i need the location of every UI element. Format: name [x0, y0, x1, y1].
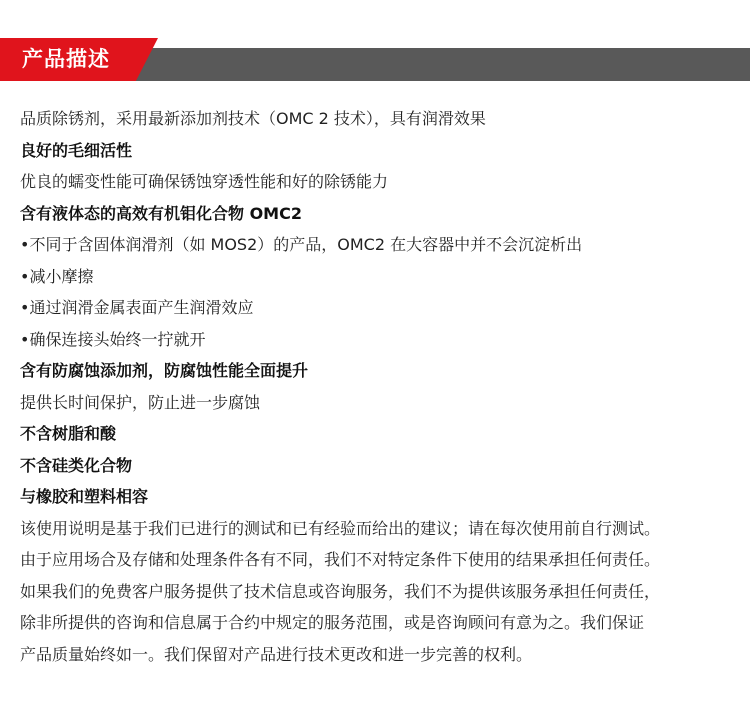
disclaimer-line: 该使用说明是基于我们已进行的测试和已有经验而给出的建议；请在每次使用前自行测试。 [20, 518, 661, 538]
text-line: 含有液体态的高效有机钼化合物 OMC2 [20, 203, 302, 223]
text-line: 提供长时间保护，防止进一步腐蚀 [20, 392, 261, 412]
section-title: 产品描述 [22, 47, 110, 71]
disclaimer-line: 如果我们的免费客户服务提供了技术信息或咨询服务，我们不为提供该服务承担任何责任， [20, 581, 661, 601]
disclaimer-line: 除非所提供的咨询和信息属于合约中规定的服务范围，或是咨询顾问有意为之。我们保证 [20, 613, 645, 632]
disclaimer-line: 产品质量始终如一。我们保留对产品进行技术更改和进一步完善的权利。 [20, 644, 533, 664]
text-line: 优良的蠕变性能可确保锈蚀穿透性能和好的除锈能力 [20, 172, 389, 191]
text-line: 不含树脂和酸 [20, 424, 117, 443]
disclaimer-line: 由于应用场合及存储和处理条件各有不同，我们不对特定条件下使用的结果承担任何责任。 [20, 550, 661, 569]
bullet-item: •不同于含固体润滑剂（如 MOS2）的产品，OMC2 在大容器中并不会沉淀析出 [20, 235, 583, 254]
bullet-item: •通过润滑金属表面产生润滑效应 [20, 298, 254, 317]
text-line: 良好的毛细活性 [20, 140, 133, 160]
bullet-item: •确保连接头始终一拧就开 [20, 329, 206, 349]
bullet-item: •减小摩擦 [20, 266, 94, 286]
text-line: 不含硅类化合物 [20, 455, 133, 475]
text-line: 与橡胶和塑料相容 [20, 487, 149, 506]
product-description-body [20, 103, 735, 670]
section-header [0, 38, 750, 81]
text-line: 品质除锈剂，采用最新添加剂技术（OMC 2 技术），具有润滑效果 [20, 109, 486, 128]
text-line: 含有防腐蚀添加剂，防腐蚀性能全面提升 [20, 361, 309, 380]
